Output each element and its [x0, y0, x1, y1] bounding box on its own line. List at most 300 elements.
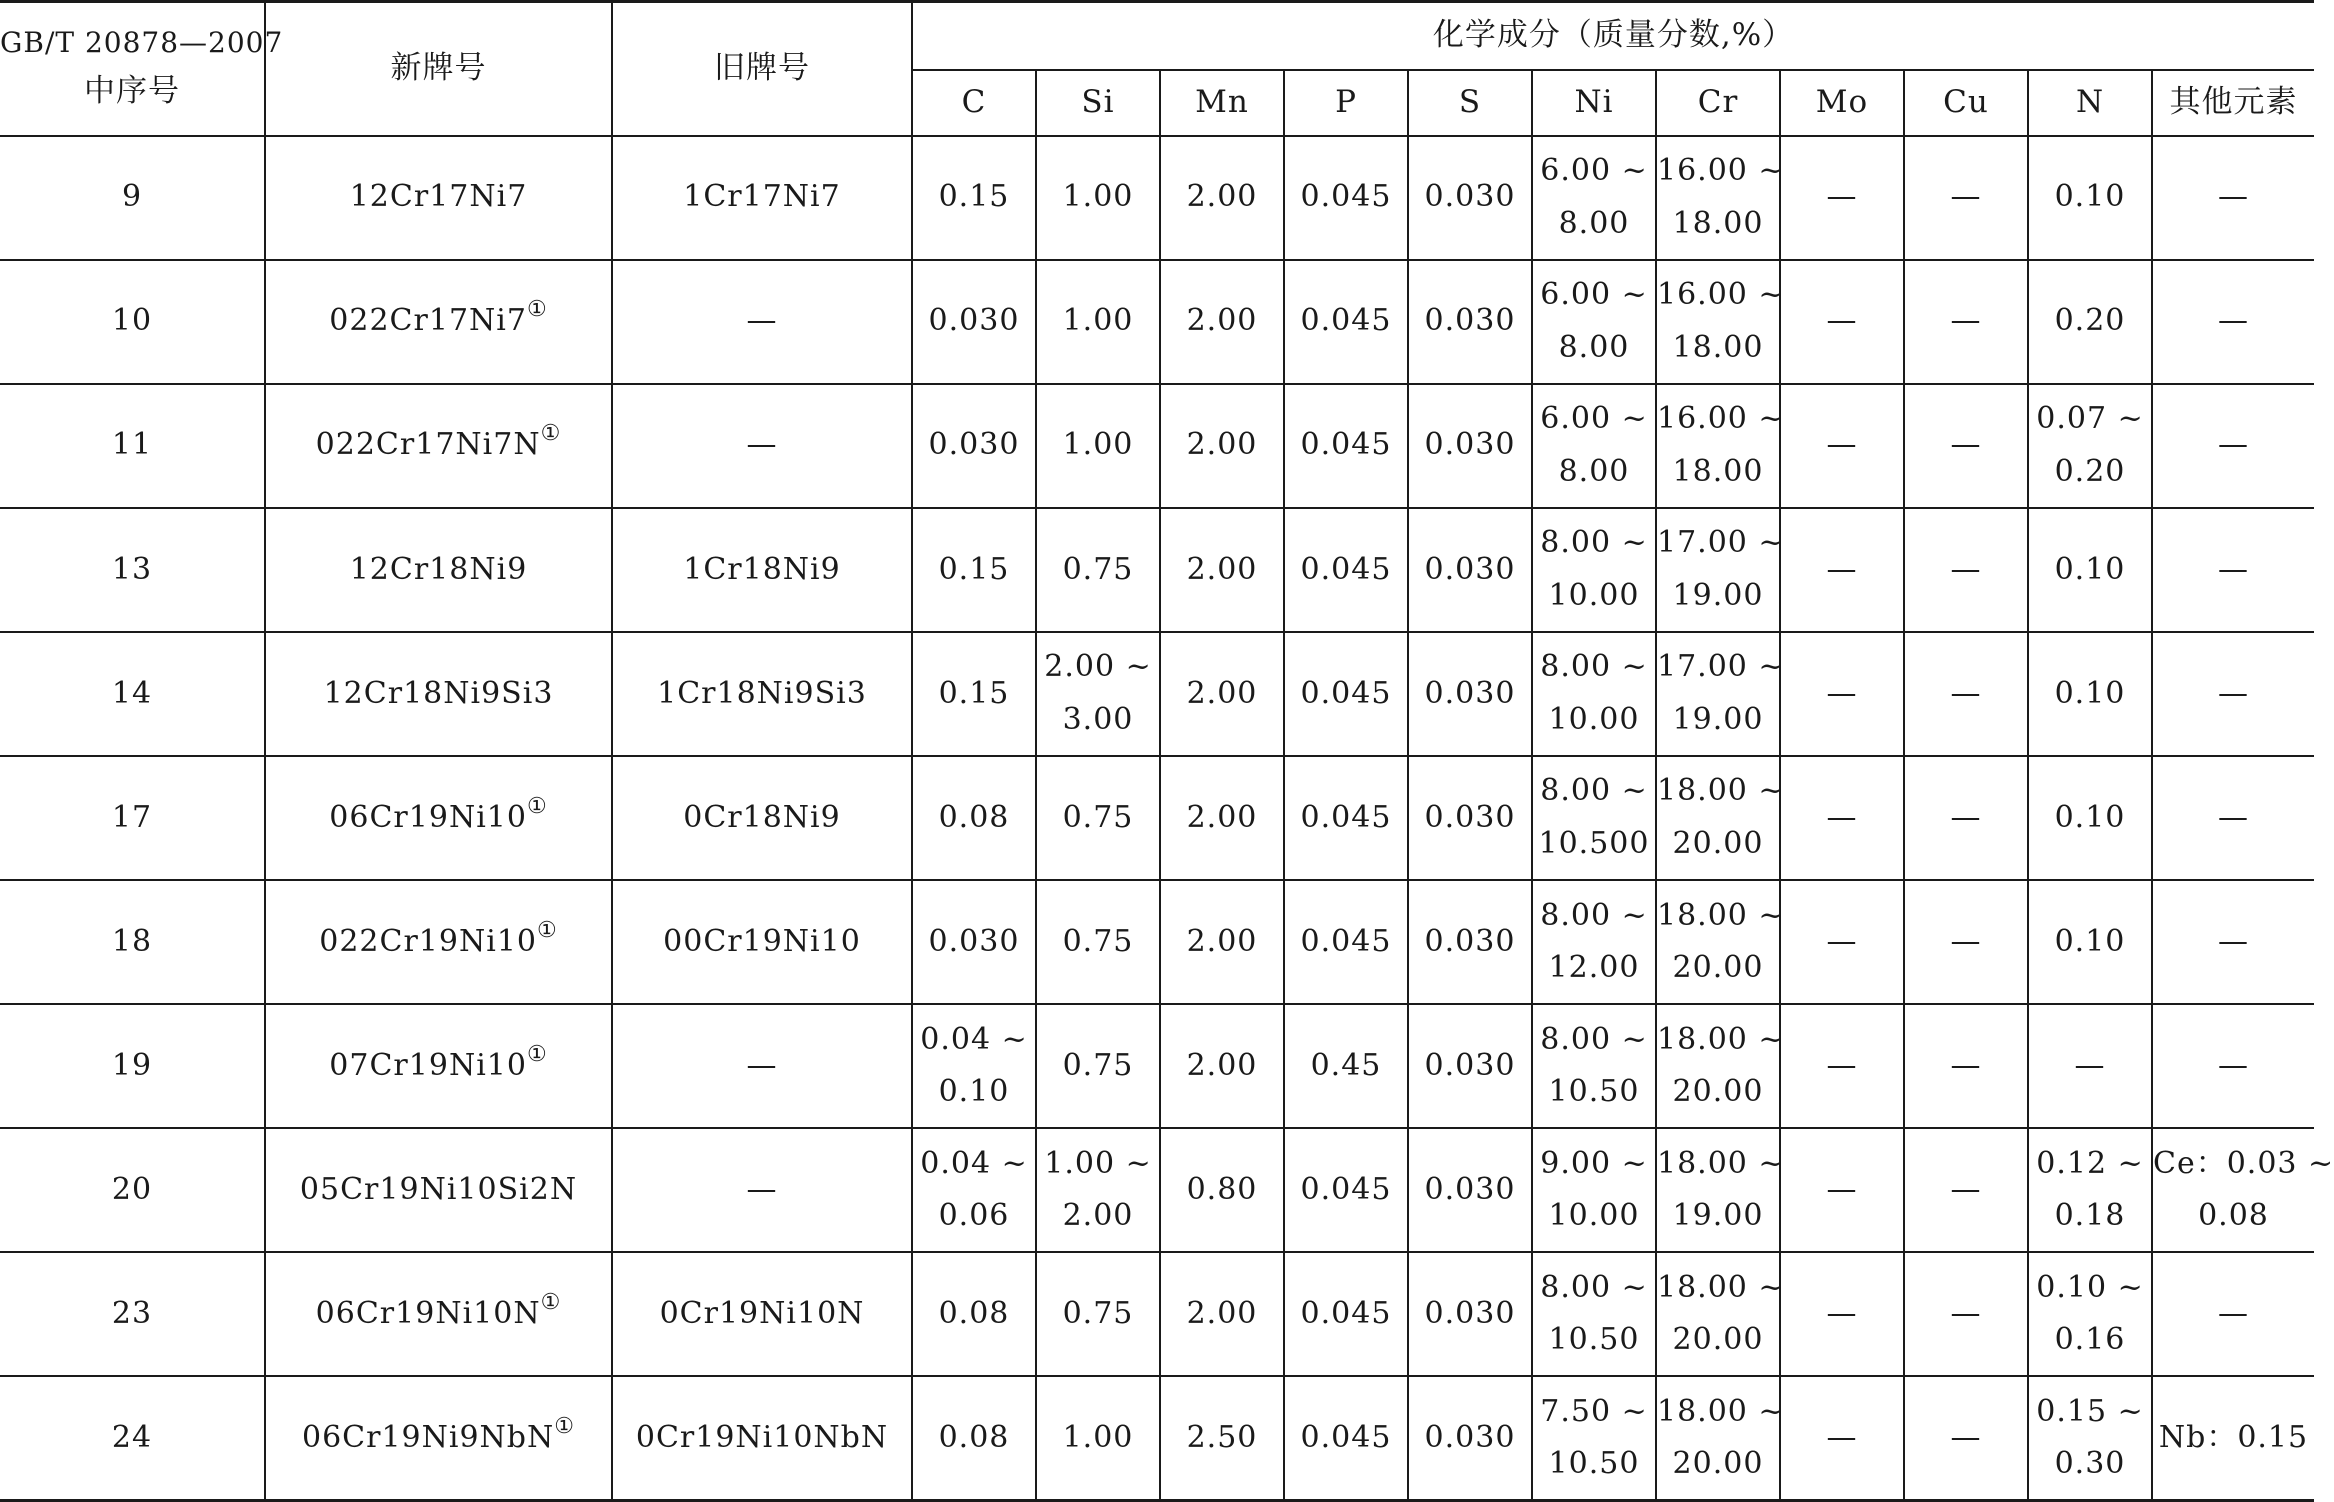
cell-value: 2.00: [1186, 179, 1258, 215]
cell-cr: [1656, 260, 1785, 384]
cell-value: 0.10 ~: [2036, 1269, 2144, 1305]
cell-other: [2152, 1252, 2314, 1376]
cell-value: 0.75: [1062, 551, 1134, 587]
cell-value: 0.045: [1300, 1419, 1392, 1455]
cell-value: 0.75: [1062, 1047, 1134, 1083]
header-seq: [0, 2, 284, 136]
cell-value: 18.00: [1672, 205, 1764, 241]
cell-value: —: [1950, 179, 1982, 215]
cell-value: 0.045: [1300, 799, 1392, 835]
cell-value: 17.00 ~: [1657, 649, 1785, 685]
cell-value: —: [2218, 1047, 2249, 1083]
cell-value: 2.00: [1186, 1295, 1258, 1331]
cell-value: 16.00 ~: [1657, 401, 1785, 437]
cell-value: 0.030: [1424, 1171, 1516, 1207]
cell-value: 8.00 ~: [1540, 525, 1648, 561]
footnote-mark: ①: [526, 297, 548, 323]
cell-value: 16.00 ~: [1657, 277, 1785, 313]
row-old-grade: 00Cr19Ni10: [612, 880, 912, 1004]
cell-value: —: [2218, 923, 2249, 959]
cell-value: —: [2218, 551, 2249, 587]
cell-c: [912, 1004, 1036, 1128]
cell-si: [1036, 136, 1160, 260]
cell-cu: [1904, 1376, 2028, 1500]
cell-ni: [1532, 756, 1656, 880]
header-element: Cu: [1904, 70, 2028, 136]
cell-value: 0.15 ~: [2036, 1393, 2144, 1429]
cell-value: 0.030: [1424, 427, 1516, 463]
footnote-mark: ①: [526, 793, 548, 819]
cell-value: 0.030: [928, 923, 1020, 959]
cell-value: —: [1950, 675, 1982, 711]
cell-c: [912, 384, 1036, 508]
cell-value: 0.07 ~: [2036, 401, 2144, 437]
cell-value: 1.00: [1062, 179, 1134, 215]
cell-s: [1408, 1004, 1532, 1128]
cell-value: 0.06: [938, 1198, 1010, 1234]
cell-value: 8.00 ~: [1540, 649, 1648, 685]
footnote-mark: ①: [554, 1413, 575, 1439]
cell-cr: [1656, 1376, 1785, 1500]
cell-c: [912, 1376, 1036, 1500]
cell-value: 0.18: [2054, 1198, 2126, 1234]
header-element: Si: [1036, 70, 1160, 136]
cell-c: [912, 260, 1036, 384]
cell-p: [1284, 756, 1408, 880]
header-element: C: [912, 70, 1036, 136]
cell-si: [1036, 260, 1160, 384]
row-old-grade: —: [612, 1128, 912, 1252]
cell-cu: [1904, 1004, 2028, 1128]
cell-c: [912, 136, 1036, 260]
cell-value: Nb：0.15: [2158, 1419, 2309, 1455]
cell-mo: [1780, 384, 1904, 508]
cell-value: —: [1826, 1047, 1858, 1083]
cell-value: —: [2218, 1295, 2249, 1331]
cell-value: —: [2218, 303, 2249, 339]
cell-value: 18.00 ~: [1657, 773, 1785, 809]
cell-value: 2.50: [1186, 1419, 1258, 1455]
cell-p: [1284, 508, 1408, 632]
cell-c: [912, 756, 1036, 880]
cell-mo: [1780, 1128, 1904, 1252]
cell-value: 1.00: [1062, 427, 1134, 463]
cell-mn: [1160, 756, 1284, 880]
cell-value: 0.75: [1062, 799, 1134, 835]
cell-value: 2.00: [1186, 427, 1258, 463]
cell-value: 0.045: [1300, 1295, 1392, 1331]
cell-value: 20.00: [1672, 1322, 1764, 1358]
row-seq: 19: [0, 1004, 265, 1128]
cell-s: [1408, 1128, 1532, 1252]
cell-ni: [1532, 508, 1656, 632]
cell-cu: [1904, 1252, 2028, 1376]
cell-value: 6.00 ~: [1540, 153, 1648, 189]
cell-si: [1036, 1004, 1160, 1128]
cell-value: —: [1950, 1171, 1982, 1207]
cell-value: 10.00: [1548, 1198, 1640, 1234]
row-new-grade: [265, 136, 612, 260]
cell-value: 0.20: [2054, 453, 2126, 489]
cell-value: 0.10: [2054, 675, 2126, 711]
header-element: N: [2028, 70, 2152, 136]
cell-c: [912, 880, 1036, 1004]
row-old-grade: —: [612, 1004, 912, 1128]
header-element: Ni: [1532, 70, 1656, 136]
cell-n: [2028, 260, 2152, 384]
row-old-grade: 0Cr19Ni10N: [612, 1252, 912, 1376]
footnote-mark: ①: [526, 1041, 548, 1067]
cell-n: [2028, 1376, 2152, 1500]
cell-ni: [1532, 1376, 1656, 1500]
row-old-grade: 1Cr17Ni7: [612, 136, 912, 260]
row-old-grade: 0Cr18Ni9: [612, 756, 912, 880]
cell-other: [2152, 384, 2314, 508]
cell-mo: [1780, 1376, 1904, 1500]
new-grade-text: 12Cr18Ni9: [349, 551, 528, 587]
cell-value: 0.45: [1310, 1047, 1382, 1083]
cell-si: [1036, 1128, 1160, 1252]
cell-other: [2152, 632, 2314, 756]
row-seq: 24: [0, 1376, 265, 1500]
cell-mo: [1780, 508, 1904, 632]
cell-value: 0.15: [938, 551, 1010, 587]
header-seq-line2: 中序号: [84, 73, 180, 110]
cell-value: 18.00 ~: [1657, 1393, 1785, 1429]
new-grade-text: 12Cr18Ni9Si3: [323, 675, 554, 711]
cell-s: [1408, 260, 1532, 384]
cell-value: 18.00 ~: [1657, 1145, 1785, 1181]
cell-value: —: [1826, 1171, 1858, 1207]
cell-value: 10.50: [1548, 1446, 1640, 1482]
cell-value: 19.00: [1672, 1198, 1764, 1234]
cell-value: 17.00 ~: [1657, 525, 1785, 561]
row-new-grade: [265, 1128, 612, 1252]
cell-value: 0.030: [1424, 1295, 1516, 1331]
cell-ni: [1532, 136, 1656, 260]
cell-value: 2.00 ~: [1044, 649, 1152, 685]
cell-value: 0.30: [2054, 1446, 2126, 1482]
cell-other: [2152, 1128, 2334, 1252]
cell-value: —: [2218, 799, 2249, 835]
row-seq: 18: [0, 880, 265, 1004]
footnote-mark: ①: [537, 917, 558, 943]
header-old-grade: 旧牌号: [612, 2, 912, 136]
cell-cr: [1656, 756, 1785, 880]
cell-value: 2.00: [1186, 923, 1258, 959]
cell-value: —: [1826, 1295, 1858, 1331]
row-new-grade: [265, 384, 612, 508]
cell-c: [912, 508, 1036, 632]
cell-value: 8.00: [1558, 205, 1630, 241]
cell-value: —: [1826, 923, 1858, 959]
header-new-grade: 新牌号: [265, 2, 612, 136]
cell-cu: [1904, 136, 2028, 260]
cell-value: 10.50: [1548, 1322, 1640, 1358]
cell-value: 19.00: [1672, 577, 1764, 613]
cell-ni: [1532, 1004, 1656, 1128]
cell-value: 0.045: [1300, 923, 1392, 959]
cell-cr: [1656, 1128, 1785, 1252]
cell-cu: [1904, 1128, 2028, 1252]
cell-value: —: [1950, 551, 1982, 587]
cell-value: —: [1950, 923, 1982, 959]
row-seq: 17: [0, 756, 265, 880]
cell-n: [2028, 1004, 2152, 1128]
cell-value: —: [1950, 1295, 1982, 1331]
table-row: [0, 632, 2314, 756]
row-old-grade: —: [612, 260, 912, 384]
cell-value: 0.030: [1424, 675, 1516, 711]
cell-value: 2.00: [1062, 1198, 1134, 1234]
cell-value: —: [1826, 551, 1858, 587]
row-old-grade: 0Cr19Ni10NbN: [612, 1376, 912, 1500]
cell-si: [1036, 508, 1160, 632]
cell-si: [1036, 1376, 1160, 1500]
table-row: [0, 1376, 2314, 1500]
cell-value: 2.00: [1186, 799, 1258, 835]
cell-cr: [1656, 880, 1785, 1004]
cell-ni: [1532, 880, 1656, 1004]
cell-value: 0.20: [2054, 303, 2126, 339]
cell-n: [2028, 1252, 2152, 1376]
cell-value: 16.00 ~: [1657, 153, 1785, 189]
cell-n: [2028, 756, 2152, 880]
cell-cr: [1656, 1004, 1785, 1128]
cell-s: [1408, 632, 1532, 756]
cell-s: [1408, 508, 1532, 632]
table-row: [0, 880, 2314, 1004]
new-grade-text: 022Cr17Ni7: [329, 303, 527, 339]
row-seq: 13: [0, 508, 265, 632]
cell-value: 0.15: [938, 179, 1010, 215]
cell-value: 0.045: [1300, 1171, 1392, 1207]
cell-value: 0.030: [1424, 1047, 1516, 1083]
new-grade-text: 07Cr19Ni10: [329, 1047, 527, 1083]
cell-p: [1284, 1252, 1408, 1376]
cell-value: —: [2218, 427, 2249, 463]
table-row: [0, 1128, 2314, 1252]
cell-value: 0.80: [1186, 1171, 1258, 1207]
cell-cr: [1656, 1252, 1785, 1376]
cell-value: 9.00 ~: [1540, 1145, 1648, 1181]
cell-p: [1284, 260, 1408, 384]
row-seq: 20: [0, 1128, 265, 1252]
row-new-grade: [265, 1376, 612, 1500]
header-element: P: [1284, 70, 1408, 136]
row-seq: 23: [0, 1252, 265, 1376]
cell-value: 1.00: [1062, 1419, 1134, 1455]
row-seq: 10: [0, 260, 265, 384]
cell-other: [2152, 136, 2314, 260]
cell-value: 18.00 ~: [1657, 1269, 1785, 1305]
cell-value: —: [1950, 1419, 1982, 1455]
header-seq-line1: GB/T 20878—2007: [0, 26, 284, 60]
cell-value: 18.00: [1672, 453, 1764, 489]
cell-value: 0.030: [1424, 1419, 1516, 1455]
cell-value: 20.00: [1672, 1446, 1764, 1482]
cell-value: 0.030: [1424, 179, 1516, 215]
cell-ni: [1532, 1128, 1656, 1252]
cell-other: [2152, 756, 2314, 880]
header-element: Cr: [1656, 70, 1780, 136]
new-grade-text: 06Cr19Ni10N: [315, 1295, 541, 1331]
row-new-grade: [265, 260, 612, 384]
cell-value: 8.00: [1558, 329, 1630, 365]
cell-value: 0.08: [2198, 1198, 2269, 1234]
cell-value: —: [1826, 799, 1858, 835]
cell-value: 0.030: [928, 303, 1020, 339]
cell-value: 10.500: [1538, 825, 1650, 861]
cell-value: 0.045: [1300, 551, 1392, 587]
cell-value: —: [1826, 303, 1858, 339]
cell-mn: [1160, 1376, 1284, 1500]
cell-value: 0.10: [2054, 179, 2126, 215]
cell-cu: [1904, 260, 2028, 384]
cell-value: 0.030: [1424, 799, 1516, 835]
cell-value: 0.030: [1424, 303, 1516, 339]
cell-value: 1.00 ~: [1044, 1145, 1152, 1181]
table-row: [0, 384, 2314, 508]
row-old-grade: 1Cr18Ni9Si3: [612, 632, 912, 756]
cell-si: [1036, 1252, 1160, 1376]
cell-ni: [1532, 1252, 1656, 1376]
cell-value: 18.00 ~: [1657, 897, 1785, 933]
cell-value: 0.045: [1300, 179, 1392, 215]
cell-value: 6.00 ~: [1540, 277, 1648, 313]
cell-value: 3.00: [1062, 701, 1134, 737]
row-seq: 9: [0, 136, 265, 260]
cell-value: 20.00: [1672, 1074, 1764, 1110]
cell-s: [1408, 1376, 1532, 1500]
cell-mo: [1780, 260, 1904, 384]
cell-c: [912, 1252, 1036, 1376]
cell-value: —: [2074, 1047, 2106, 1083]
table-row: [0, 260, 2314, 384]
footnote-mark: ①: [540, 1289, 562, 1315]
cell-value: 0.04 ~: [920, 1021, 1028, 1057]
cell-value: 20.00: [1672, 950, 1764, 985]
cell-value: 10.00: [1548, 701, 1640, 737]
cell-value: 2.00: [1186, 303, 1258, 339]
cell-mn: [1160, 1252, 1284, 1376]
cell-mn: [1160, 384, 1284, 508]
cell-value: 0.08: [938, 799, 1010, 835]
cell-value: 0.045: [1300, 303, 1392, 339]
cell-value: 2.00: [1186, 675, 1258, 711]
cell-value: 8.00 ~: [1540, 897, 1648, 933]
header-element: Mn: [1160, 70, 1284, 136]
cell-si: [1036, 756, 1160, 880]
cell-mn: [1160, 1004, 1284, 1128]
cell-cu: [1904, 756, 2028, 880]
cell-cu: [1904, 384, 2028, 508]
cell-value: 19.00: [1672, 701, 1764, 737]
cell-value: 10.00: [1548, 577, 1640, 613]
cell-p: [1284, 384, 1408, 508]
footnote-mark: ①: [540, 421, 562, 447]
table-row: [0, 136, 2314, 260]
cell-p: [1284, 1004, 1408, 1128]
cell-value: 12.00: [1548, 950, 1640, 985]
cell-value: 6.00 ~: [1540, 401, 1648, 437]
row-old-grade: 1Cr18Ni9: [612, 508, 912, 632]
cell-n: [2028, 508, 2152, 632]
cell-value: 0.08: [938, 1419, 1010, 1455]
cell-value: —: [1950, 303, 1982, 339]
cell-value: 8.00 ~: [1540, 773, 1648, 809]
cell-value: 0.045: [1300, 675, 1392, 711]
cell-value: 2.00: [1186, 1047, 1258, 1083]
cell-cu: [1904, 880, 2028, 1004]
cell-value: 0.04 ~: [920, 1145, 1028, 1181]
cell-other: [2152, 260, 2314, 384]
cell-value: 0.030: [1424, 551, 1516, 587]
cell-value: 0.12 ~: [2036, 1145, 2144, 1181]
cell-n: [2028, 880, 2152, 1004]
cell-s: [1408, 1252, 1532, 1376]
cell-value: 20.00: [1672, 825, 1764, 861]
row-seq: 14: [0, 632, 265, 756]
cell-value: 0.75: [1062, 923, 1134, 959]
cell-value: —: [1950, 1047, 1982, 1083]
cell-mn: [1160, 136, 1284, 260]
cell-value: 0.75: [1062, 1295, 1134, 1331]
cell-mn: [1160, 260, 1284, 384]
cell-value: 10.50: [1548, 1074, 1640, 1110]
cell-cr: [1656, 508, 1785, 632]
cell-s: [1408, 880, 1532, 1004]
new-grade-text: 12Cr17Ni7: [349, 179, 528, 215]
cell-value: 0.030: [1424, 923, 1516, 959]
cell-si: [1036, 384, 1160, 508]
cell-value: 0.10: [938, 1074, 1010, 1110]
new-grade-text: 022Cr19Ni10: [319, 923, 537, 959]
cell-other: [2152, 1004, 2314, 1128]
cell-value: —: [1950, 799, 1982, 835]
table-row: [0, 756, 2314, 880]
cell-s: [1408, 136, 1532, 260]
cell-p: [1284, 1376, 1408, 1500]
cell-cr: [1656, 632, 1785, 756]
table-row: [0, 508, 2314, 632]
row-new-grade: [265, 1252, 612, 1376]
cell-value: 8.00 ~: [1540, 1021, 1648, 1057]
cell-mo: [1780, 1004, 1904, 1128]
cell-n: [2028, 136, 2152, 260]
cell-p: [1284, 632, 1408, 756]
cell-value: 1.00: [1062, 303, 1134, 339]
row-new-grade: [265, 1004, 612, 1128]
row-old-grade: —: [612, 384, 912, 508]
cell-value: 0.030: [928, 427, 1020, 463]
cell-si: [1036, 880, 1160, 1004]
cell-mn: [1160, 880, 1284, 1004]
cell-mo: [1780, 632, 1904, 756]
cell-value: 2.00: [1186, 551, 1258, 587]
cell-value: —: [1950, 427, 1982, 463]
cell-value: 18.00 ~: [1657, 1021, 1785, 1057]
header-element: 其他元素: [2152, 70, 2314, 136]
row-seq: 11: [0, 384, 265, 508]
cell-ni: [1532, 260, 1656, 384]
new-grade-text: 06Cr19Ni9NbN: [301, 1419, 555, 1455]
row-new-grade: [265, 508, 612, 632]
cell-mn: [1160, 1128, 1284, 1252]
cell-ni: [1532, 384, 1656, 508]
cell-s: [1408, 756, 1532, 880]
cell-p: [1284, 136, 1408, 260]
